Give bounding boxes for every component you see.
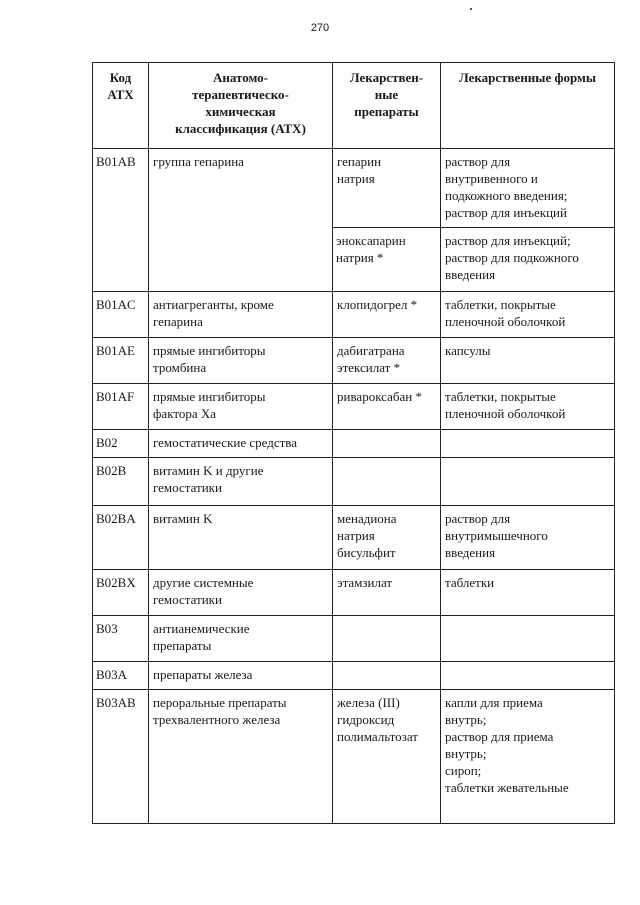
cell-drugs: [333, 430, 441, 458]
cell-classification: гемостатические средства: [149, 430, 333, 458]
cell-classification: прямые ингибиторы фактора Xa: [149, 384, 333, 430]
header-classification: Анатомо- терапевтическо- химическая классификация (АТХ): [149, 63, 333, 149]
table-row: [93, 430, 615, 458]
page-number: 270: [310, 22, 330, 34]
cell-classification: витамин K: [149, 506, 333, 570]
cell-classification: витамин K и другие гемостатики: [149, 458, 333, 506]
cell-drugs: [333, 458, 441, 506]
cell-forms: таблетки, покрытые пленочной оболочкой: [441, 384, 615, 430]
cell-drugs: [333, 616, 441, 662]
cell-drugs: ривароксабан *: [333, 384, 441, 430]
cell-code: B01AF: [93, 384, 149, 430]
cell-code: B02: [93, 430, 149, 458]
cell-drugs: [333, 662, 441, 690]
cell-code: B03A: [93, 662, 149, 690]
cell-drugs: эноксапарин натрия *: [333, 228, 441, 292]
cell-forms: раствор для внутривенного и подкожного введения; раствор для инъекций: [441, 149, 615, 228]
cell-forms: таблетки: [441, 570, 615, 616]
table-row: [93, 458, 615, 506]
cell-classification: антианемические препараты: [149, 616, 333, 662]
cell-drugs: дабигатрана этексилат *: [333, 338, 441, 384]
cell-code: B02B: [93, 458, 149, 506]
cell-forms: [441, 458, 615, 506]
cell-classification: пероральные препараты трехвалентного железа: [149, 690, 333, 824]
atx-drug-table: [92, 62, 615, 824]
cell-classification: прямые ингибиторы тромбина: [149, 338, 333, 384]
table-row: [93, 506, 615, 570]
table-header-row: [93, 63, 615, 149]
header-forms: Лекарственные формы: [441, 63, 615, 149]
cell-forms: [441, 430, 615, 458]
table-row: [93, 149, 615, 228]
page-mark: [470, 8, 472, 10]
table-row: [93, 384, 615, 430]
cell-code: B01AB: [93, 149, 149, 292]
table-row: [93, 570, 615, 616]
cell-classification: другие системные гемостатики: [149, 570, 333, 616]
cell-code: B02BA: [93, 506, 149, 570]
cell-forms: [441, 616, 615, 662]
cell-code: B01AE: [93, 338, 149, 384]
cell-code: B02BX: [93, 570, 149, 616]
cell-drugs: клопидогрел *: [333, 292, 441, 338]
cell-drugs: этамзилат: [333, 570, 441, 616]
cell-forms: таблетки, покрытые пленочной оболочкой: [441, 292, 615, 338]
cell-forms: капсулы: [441, 338, 615, 384]
header-drugs: Лекарствен- ные препараты: [333, 63, 441, 149]
cell-drugs: железа (III) гидроксид полимальтозат: [333, 690, 441, 824]
cell-drugs: менадиона натрия бисульфит: [333, 506, 441, 570]
cell-code: B03: [93, 616, 149, 662]
table-row: [93, 662, 615, 690]
cell-classification: группа гепарина: [149, 149, 333, 292]
cell-forms: раствор для внутримышечного введения: [441, 506, 615, 570]
cell-classification: антиагреганты, кроме гепарина: [149, 292, 333, 338]
cell-classification: препараты железа: [149, 662, 333, 690]
table-row: [93, 292, 615, 338]
table-row: [93, 616, 615, 662]
header-code: Код АТХ: [93, 63, 149, 149]
cell-code: B01AC: [93, 292, 149, 338]
cell-forms: [441, 662, 615, 690]
cell-drugs: гепарин натрия: [333, 149, 441, 228]
cell-code: B03AB: [93, 690, 149, 824]
cell-forms: капли для приема внутрь; раствор для приема внутрь; сироп; таблетки жевательные: [441, 690, 615, 824]
cell-forms: раствор для инъекций; раствор для подкожного введения: [441, 228, 615, 292]
table-row: [93, 690, 615, 824]
table-row: [93, 338, 615, 384]
